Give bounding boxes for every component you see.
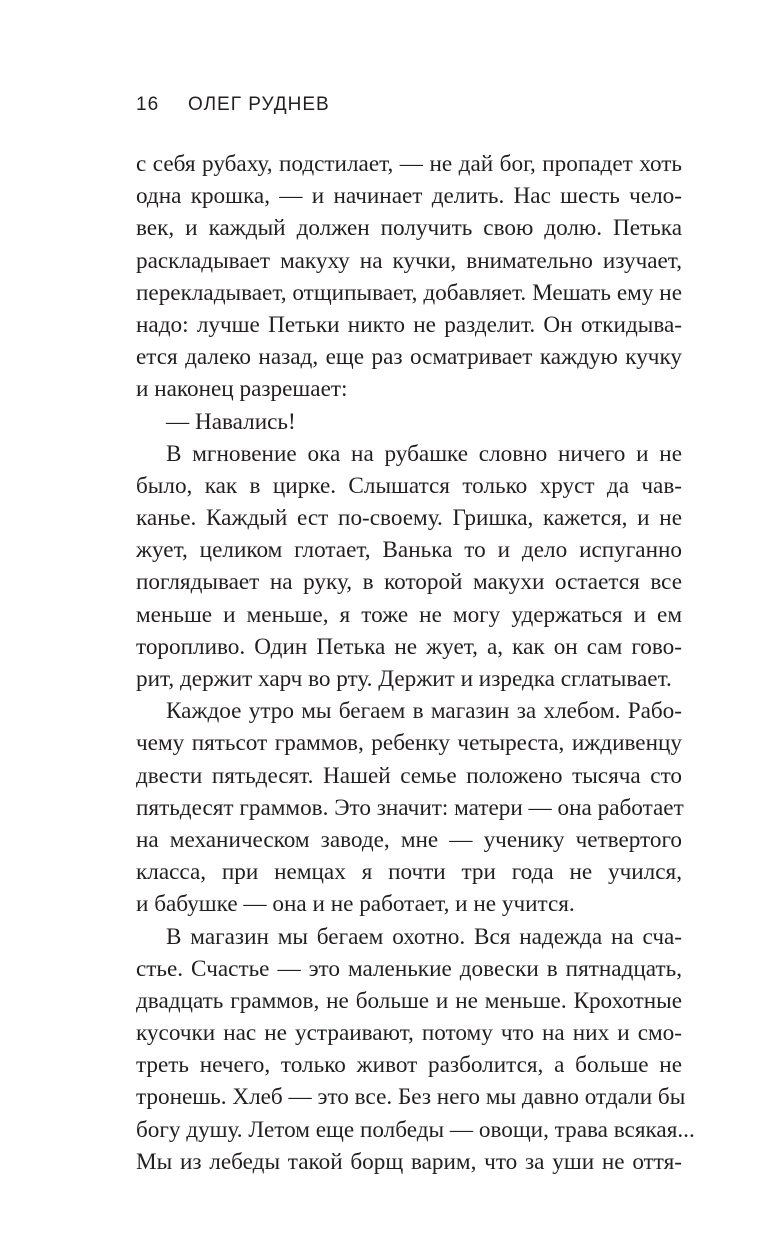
text-line: раскладывает макуху на кучки, внимательно изучает, (136, 247, 682, 274)
text-line: век, и каждый должен получить свою долю. Петька (136, 215, 682, 242)
text-line: жует, целиком глотает, Ванька то и дело испуганно (136, 537, 682, 564)
text-line: пятьдесят граммов. Это значит: матери — она работает (136, 794, 684, 821)
text-line: двадцать граммов, не больше и не меньше. Крохотные (136, 987, 682, 1014)
text-line: Мы из лебеды такой борщ варим, что за уши не оття- (136, 1148, 682, 1175)
text-line: кусочки нас не устраивают, потому что на них и смо- (136, 1020, 682, 1047)
text-line: одна крошка, — и начинает делить. Нас шесть чело- (136, 183, 682, 210)
page-number: 16 (136, 94, 160, 115)
text-line: класса, при немцах я почти три года не учился, (136, 859, 682, 886)
body-text (136, 148, 695, 1178)
text-line: чему пятьсот граммов, ребенку четыреста, иждивенцу (136, 730, 682, 757)
text-line: Каждое утро мы бегаем в магазин за хлебом. Рабо- (166, 698, 682, 725)
text-line: ется далеко назад, еще раз осматривает каждую кучку (136, 344, 682, 371)
text-line: на механическом заводе, мне — ученику четвертого (136, 826, 682, 853)
text-line: с себя рубаху, подстилает, — не дай бог, пропадет хоть (136, 151, 682, 177)
text-line: поглядывает на руку, в которой макухи остается все (136, 569, 682, 596)
text-line: — Навались! (166, 408, 296, 435)
text-line: перекладывает, отщипывает, добавляет. Мешать ему не (136, 279, 682, 306)
text-line: тронешь. Хлеб — это все. Без него мы давно отдали бы (136, 1084, 686, 1111)
text-line: богу душу. Летом еще полбеды — овощи, трава всякая... (136, 1116, 695, 1143)
text-line: торопливо. Один Петька не жует, а, как он сам гово- (136, 633, 682, 660)
text-line: треть нечего, только живот разболится, а больше не (136, 1052, 682, 1079)
text-line: двести пятьдесят. Нашей семье положено тысяча сто (136, 762, 682, 789)
text-line: стье. Счастье — это маленькие довески в пятнадцать, (136, 955, 682, 982)
author-name: ОЛЕГ РУДНЕВ (188, 94, 330, 115)
running-head (136, 94, 330, 116)
text-line: и бабушке — она и не работает, и не учится. (136, 891, 575, 918)
text-line: канье. Каждый ест по-своему. Гришка, кажется, и не (136, 505, 682, 532)
text-line: В мгновение ока на рубашке словно ничего и не (166, 440, 682, 467)
text-line: рит, держит харч во рту. Держит и изредка сглатывает. (136, 666, 672, 692)
text-line: надо: лучше Петьки никто не разделит. Он откидыва- (136, 311, 682, 338)
text-line: В магазин мы бегаем охотно. Вся надежда на сча- (166, 923, 682, 950)
text-line: и наконец разрешает: (136, 376, 348, 403)
text-line: меньше и меньше, я тоже не могу удержаться и ем (136, 601, 682, 628)
text-line: было, как в цирке. Слышатся только хруст да чав- (136, 472, 682, 499)
